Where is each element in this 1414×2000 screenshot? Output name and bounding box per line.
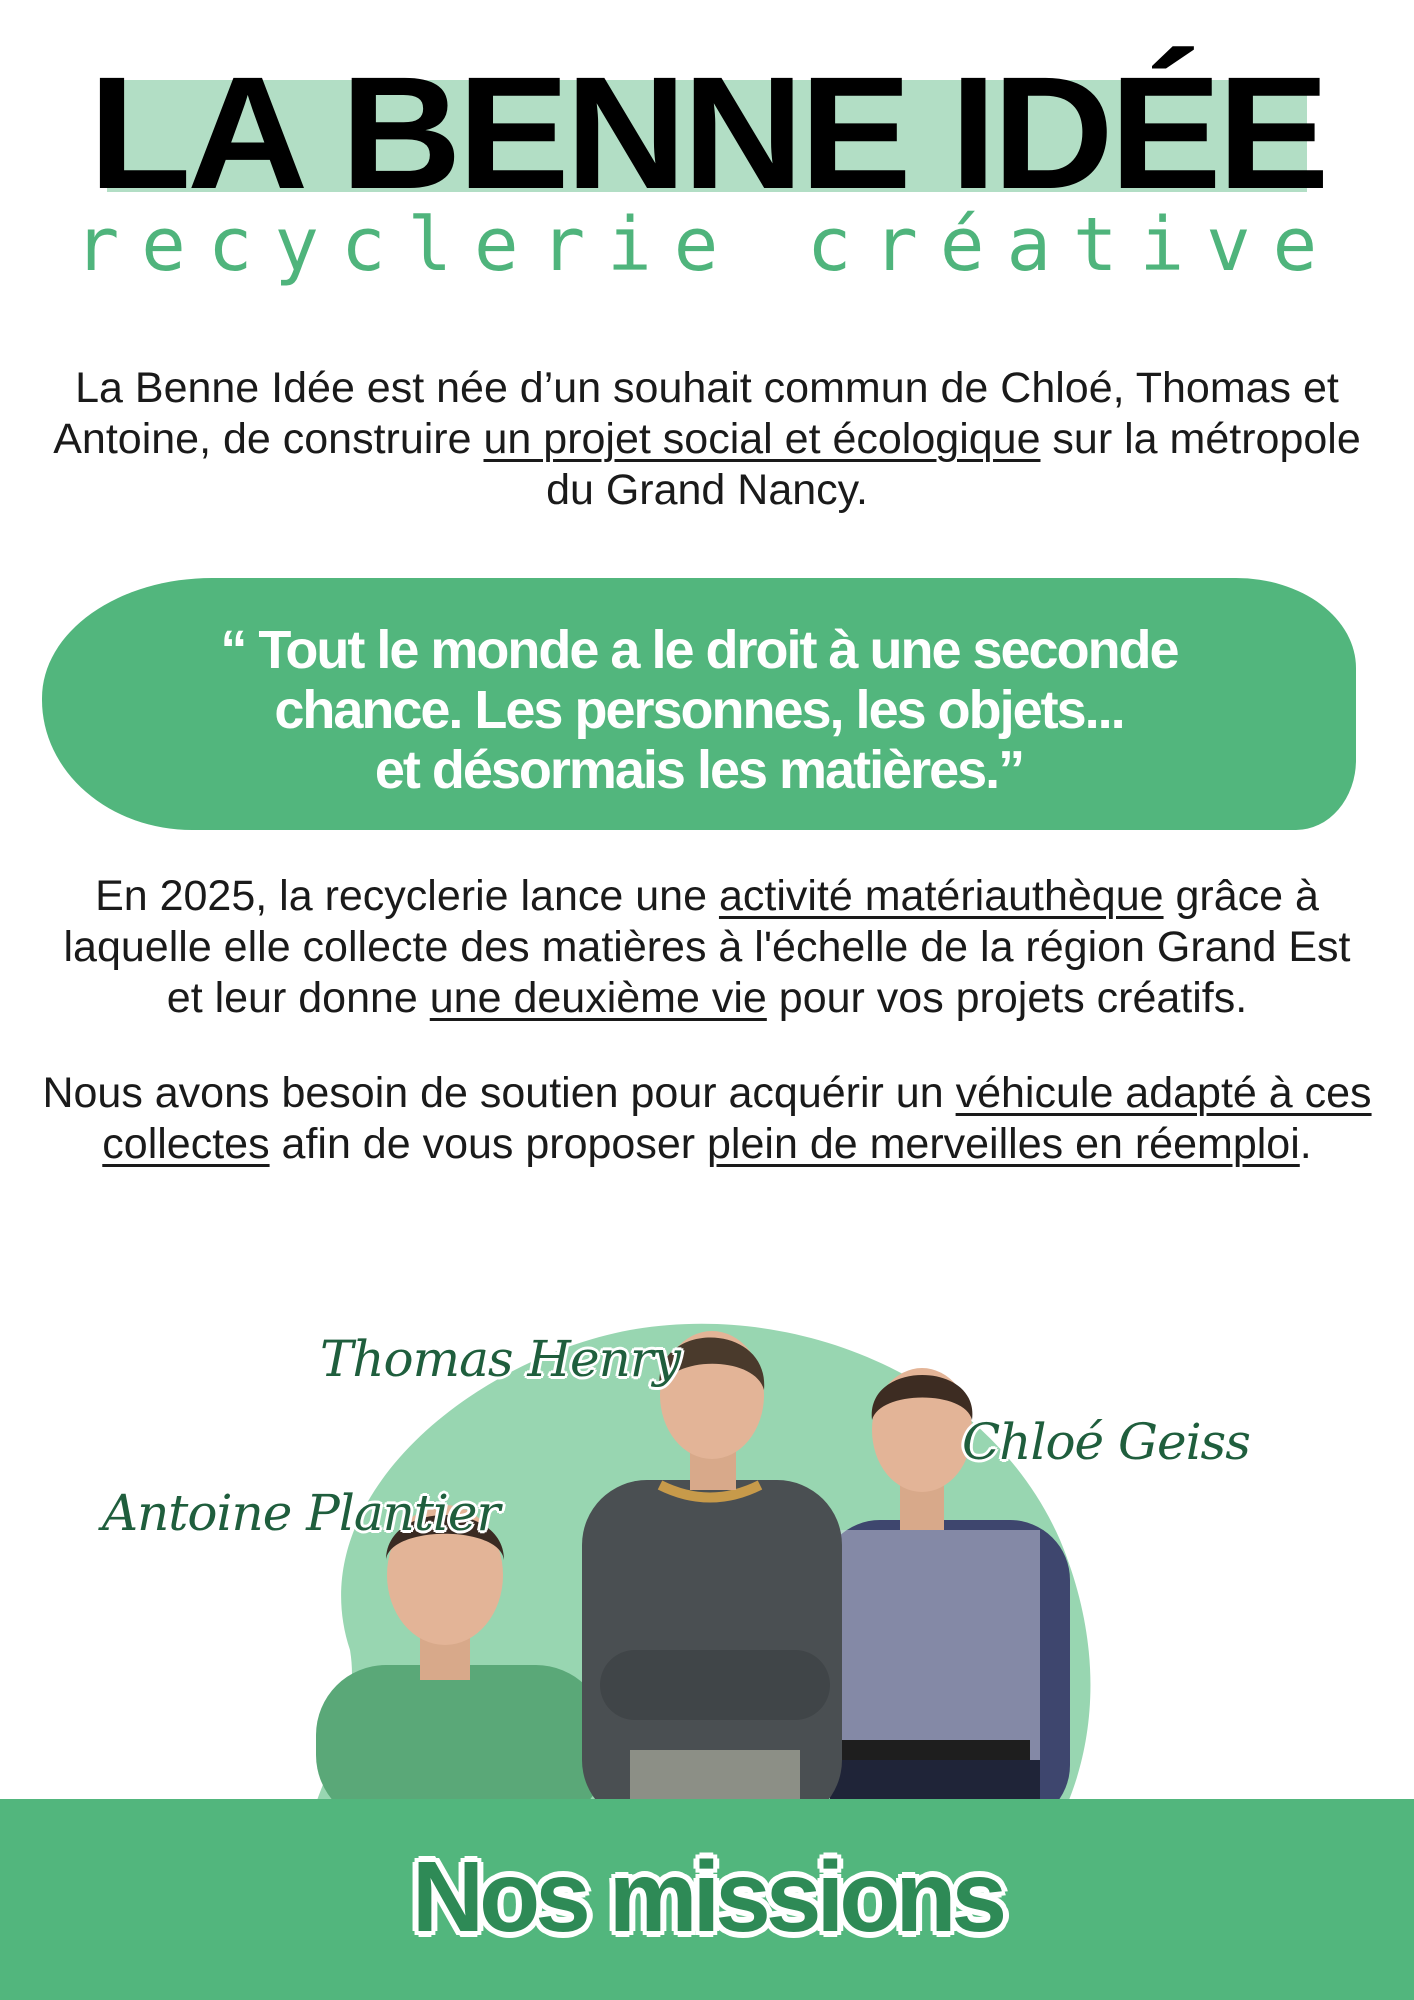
support-highlight-2: plein de merveilles en réemploi <box>707 1120 1300 1168</box>
activity-paragraph <box>40 871 1374 1024</box>
support-text-end: . <box>1299 1120 1312 1168</box>
quote-line: et désormais les matières.” <box>374 740 1024 800</box>
quote-block <box>42 620 1356 800</box>
page-subtitle: recyclerie créative <box>74 202 1340 288</box>
support-highlight-1: véhicule adapté à ces collectes <box>102 1069 1372 1168</box>
intro-text-end: sur la métropole du Grand Nancy. <box>546 415 1361 514</box>
quote-line: chance. Les personnes, les objets... <box>274 680 1124 740</box>
activity-text-end: pour vos projets créatifs. <box>766 974 1248 1022</box>
page-title: LA BENNE IDÉE <box>88 43 1326 222</box>
support-text-middle: afin de vous proposer <box>269 1120 708 1168</box>
section-title-missions: Nos missions <box>411 1841 1003 1953</box>
support-text-start: Nous avons besoin de soutien pour acquérir un <box>42 1069 956 1117</box>
activity-highlight-2: une deuxième vie <box>429 974 767 1022</box>
name-label-chloe: Chloé Geiss <box>962 1413 1250 1471</box>
intro-paragraph <box>40 363 1374 516</box>
name-label-thomas: Thomas Henry <box>320 1330 680 1388</box>
team-illustration <box>300 1320 1120 1820</box>
name-label-antoine: Antoine Plantier <box>102 1484 500 1542</box>
intro-text-start: La Benne Idée est née d’un souhait commun de Chloé, Thomas et Antoine, de construire <box>53 364 1339 463</box>
activity-text-middle: grâce à laquelle elle collecte des matières à l'échelle de la région Grand Est et leur donne <box>63 872 1351 1022</box>
quote-line: “ Tout le monde a le droit à une seconde <box>220 620 1178 680</box>
activity-highlight-1: activité matériauthèque <box>718 872 1164 920</box>
activity-text-start: En 2025, la recyclerie lance une <box>95 872 719 920</box>
logo <box>0 43 1414 222</box>
intro-highlight-link: un projet social et écologique <box>483 415 1041 463</box>
support-paragraph <box>40 1068 1374 1170</box>
team-photo <box>0 1290 1414 1810</box>
